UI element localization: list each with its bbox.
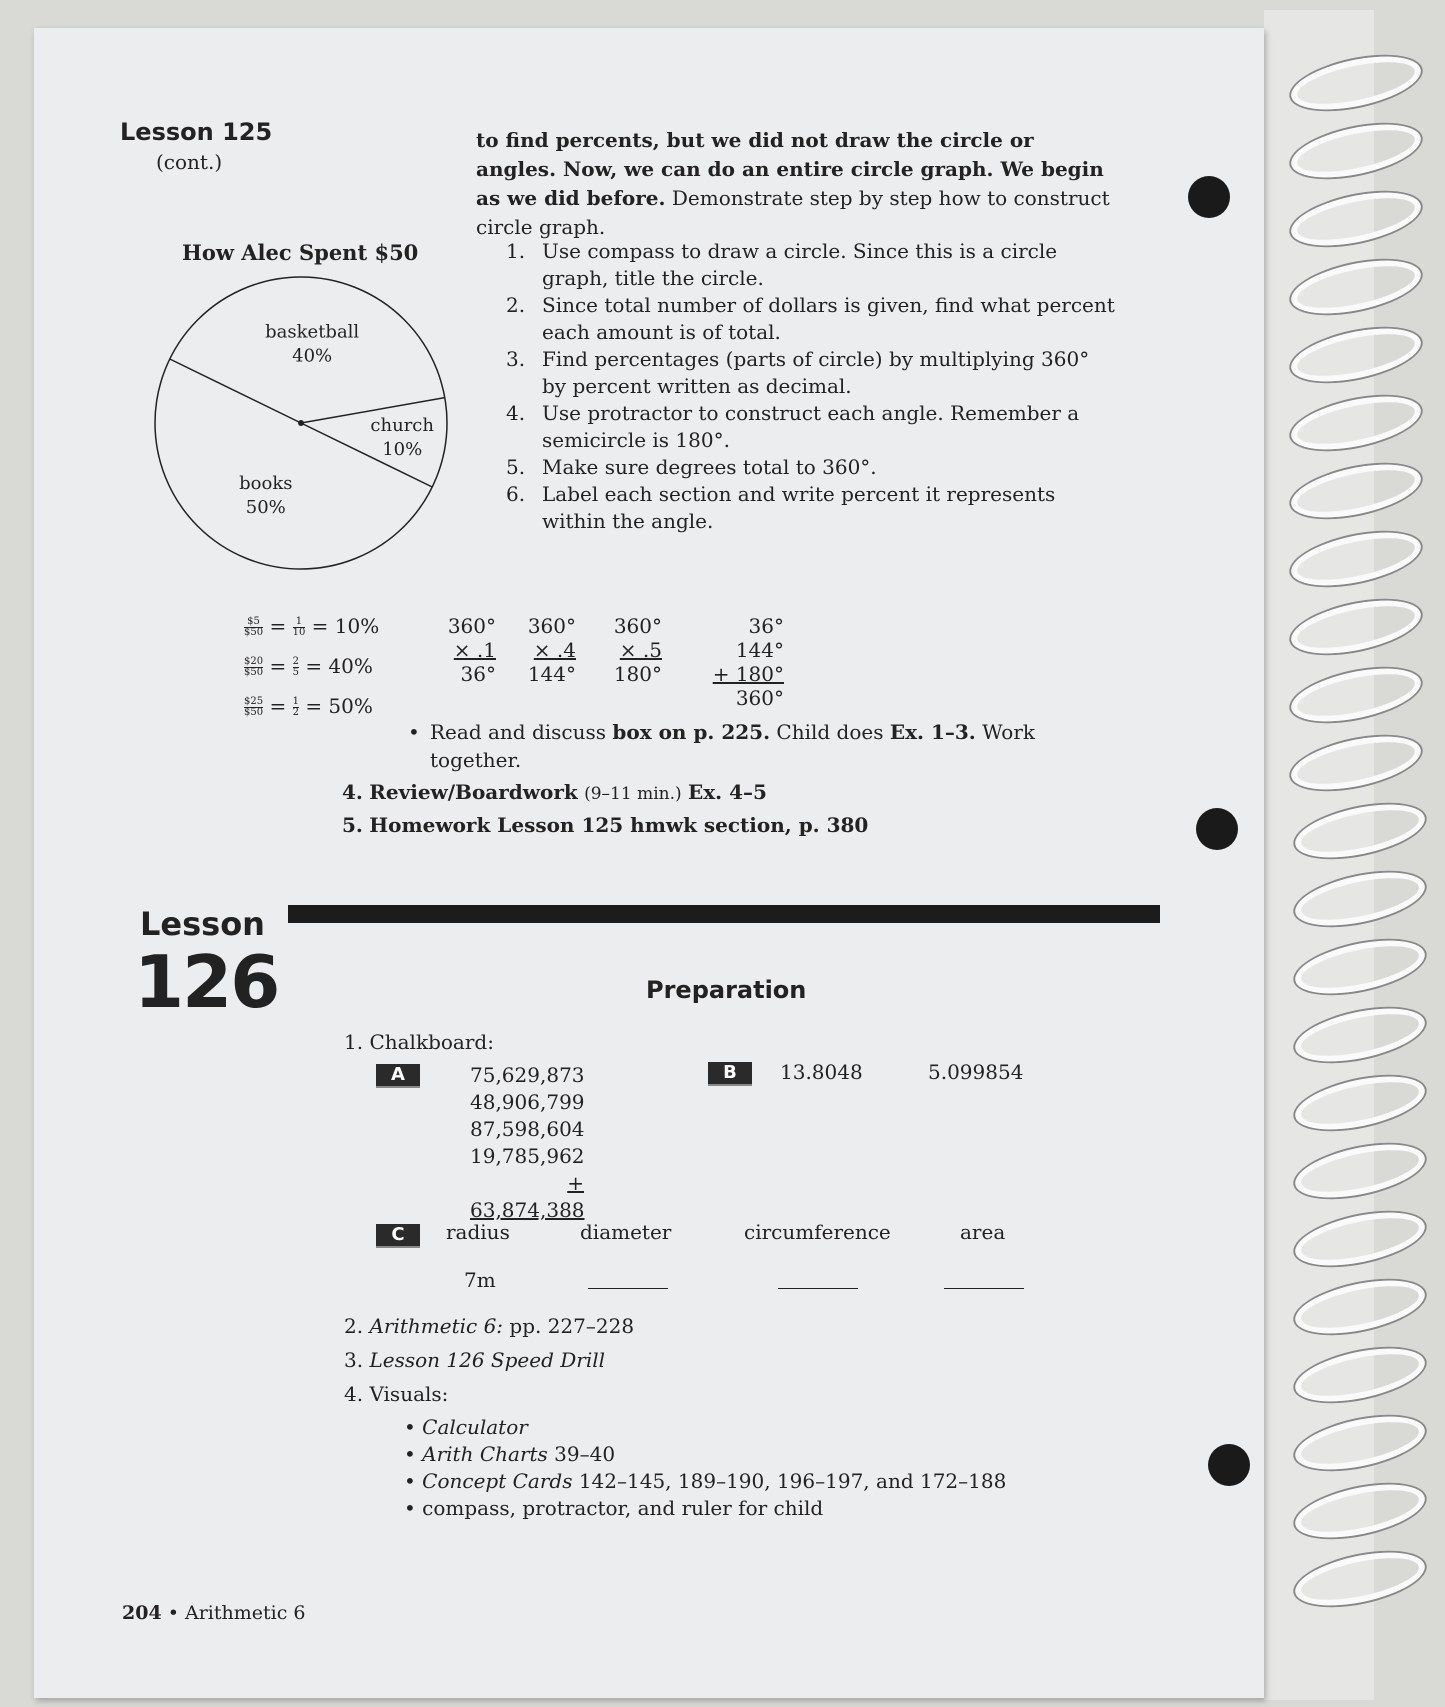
page-footer <box>122 1602 305 1624</box>
calc-3-a: 360° <box>613 614 662 638</box>
calc-3-result: 180° <box>613 662 662 686</box>
money-denominator: $50 <box>244 707 264 718</box>
step-item <box>506 238 1116 292</box>
degree-sum <box>712 614 784 710</box>
step-number: 2. <box>506 293 526 317</box>
item-3 <box>344 1348 605 1372</box>
box-c-label: C <box>376 1224 420 1246</box>
pie-label-basketball: basketball <box>265 321 360 343</box>
calc-2-b: × .4 <box>533 638 576 662</box>
percent-result: = 50% <box>305 694 373 718</box>
sum-c: + 180° <box>712 662 784 686</box>
addend-2: 48,906,799 <box>470 1090 585 1114</box>
diameter-blank <box>588 1286 668 1289</box>
money-denominator: $50 <box>244 667 264 678</box>
homework-item <box>342 813 868 837</box>
sum-b: 144° <box>735 638 784 662</box>
box-a-label: A <box>376 1064 420 1086</box>
pie-center <box>298 420 304 426</box>
pie-label-books: 50% <box>245 497 286 519</box>
lesson-divider-bar <box>288 905 1160 923</box>
header-area: area <box>960 1220 1006 1244</box>
pie-label-church: church <box>370 415 434 437</box>
pie-slice-boundary <box>170 359 301 423</box>
step-number: 5. <box>506 455 526 479</box>
item-4: 4. Visuals: <box>344 1382 449 1406</box>
review-exercises: Ex. 4–5 <box>688 780 767 804</box>
sum-a: 36° <box>748 614 784 638</box>
box-b-value-1: 13.8048 <box>780 1060 863 1084</box>
item-2 <box>344 1314 634 1338</box>
calc-2 <box>520 614 576 686</box>
addend-1: 75,629,873 <box>470 1063 585 1087</box>
sum-result: 360° <box>735 686 784 710</box>
box-b <box>708 1062 752 1084</box>
step-item <box>506 454 1116 481</box>
money-numerator: $5 <box>244 617 263 628</box>
fraction-work <box>244 614 379 734</box>
page-number: 204 <box>122 1602 162 1624</box>
step-text: Use compass to draw a circle. Since this is a circle graph, title the circle. <box>542 239 1058 290</box>
box-b-value-2: 5.099854 <box>928 1060 1024 1084</box>
chalkboard-item: 1. Chalkboard: <box>344 1030 494 1054</box>
intro-plain: Demonstrate step by step how to construct circle graph. <box>476 186 1110 239</box>
item-2-book: Arithmetic 6: <box>369 1314 504 1338</box>
step-text: Since total number of dollars is given, find what percent each amount is of total. <box>542 293 1115 344</box>
calc-3-b: × .5 <box>619 638 662 662</box>
book-title: Arithmetic 6 <box>184 1602 306 1624</box>
step-number: 1. <box>506 239 526 263</box>
box-a <box>376 1064 420 1086</box>
addend-4: 19,785,962 <box>470 1144 585 1168</box>
intro-paragraph <box>476 126 1116 242</box>
step-item <box>506 400 1116 454</box>
review-time: (9–11 min.) <box>584 784 682 804</box>
money-numerator: $20 <box>244 656 264 667</box>
bullet-text-1: Read and discuss <box>430 720 613 744</box>
fraction-row: $\frac{\$20}{\$50}$ = $\frac{2}{5}$ = 40% <box>244 654 373 678</box>
visual-item: • Calculator <box>404 1415 528 1439</box>
money-fraction <box>244 657 263 678</box>
continued-label: (cont.) <box>156 150 223 174</box>
calc-1-a: 360° <box>447 614 496 638</box>
visual-item-title: Concept Cards <box>422 1469 573 1493</box>
review-label: Review/Boardwork <box>369 780 578 804</box>
visual-item: • Concept Cards 142–145, 189–190, 196–197, and 172–188 <box>404 1469 1007 1493</box>
area-blank <box>944 1286 1024 1289</box>
circumference-blank <box>778 1286 858 1289</box>
bullet-bold-1: box on p. 225. <box>612 720 771 744</box>
construction-steps <box>506 238 1116 535</box>
visual-item: • Arith Charts 39–40 <box>404 1442 616 1466</box>
percent-result: = 40% <box>305 654 373 678</box>
footer-separator: • <box>161 1602 185 1624</box>
homework-text: Homework Lesson 125 hmwk section, p. 380 <box>369 813 869 837</box>
addend-3: 87,598,604 <box>470 1117 585 1141</box>
visual-item-title: Arith Charts <box>422 1442 548 1466</box>
fraction-row: $\frac{\$25}{\$50}$ = $\frac{1}{2}$ = 50% <box>244 694 373 718</box>
step-item <box>506 481 1116 535</box>
homework-number: 5. <box>342 813 363 837</box>
intro-bold: to find percents, but we did not draw the circle or angles. Now, we can do an entire circle graph. We begin as we did before. <box>476 128 1104 210</box>
simple-numerator: 1 <box>293 617 306 628</box>
step-text: Find percentages (parts of circle) by multiplying 360° by percent written as decimal. <box>542 347 1090 398</box>
item-3-text: Lesson 126 Speed Drill <box>369 1348 606 1372</box>
item-2-pages: pp. 227–228 <box>503 1314 635 1338</box>
visual-item-detail: 39–40 <box>547 1442 616 1466</box>
step-item <box>506 292 1116 346</box>
discussion-bullet: • Read and discuss box on p. 225. Child does Ex. 1–3. Work together. <box>408 720 1036 772</box>
simple-numerator: 1 <box>292 696 299 707</box>
simple-denominator: 10 <box>292 627 306 638</box>
pie-label-basketball: 40% <box>292 345 333 367</box>
step-number: 4. <box>506 401 526 425</box>
step-number: 6. <box>506 482 526 506</box>
simple-denominator: 5 <box>292 667 299 678</box>
percent-result: = 10% <box>311 614 380 638</box>
box-b-label: B <box>708 1062 752 1084</box>
step-item <box>506 346 1116 400</box>
money-fraction <box>244 617 263 638</box>
binding-hole <box>1208 1444 1250 1486</box>
header-radius: radius <box>446 1220 510 1244</box>
header-diameter: diameter <box>580 1220 672 1244</box>
step-text: Use protractor to construct each angle. Remember a semicircle is 180°. <box>542 401 1080 452</box>
bullet-bold-2: Ex. 1–3. <box>889 720 976 744</box>
visual-item: • compass, protractor, and ruler for child <box>404 1496 824 1520</box>
simple-fraction <box>293 697 299 718</box>
money-fraction <box>244 697 263 718</box>
box-c <box>376 1224 420 1246</box>
review-item <box>342 780 767 804</box>
item-2-number: 2. <box>344 1314 364 1338</box>
step-text: Make sure degrees total to 360°. <box>542 455 877 479</box>
calc-1-b: × .1 <box>453 638 496 662</box>
visual-item-detail: 142–145, 189–190, 196–197, and 172–188 <box>572 1469 1007 1493</box>
item-3-number: 3. <box>344 1348 364 1372</box>
pie-label-books: books <box>239 473 293 495</box>
simple-denominator: 2 <box>292 707 299 718</box>
review-number: 4. <box>342 780 363 804</box>
chart-title: How Alec Spent $50 <box>182 240 419 265</box>
bullet-text-3: Work together. <box>430 720 1036 772</box>
simple-numerator: 2 <box>292 656 299 667</box>
calc-3 <box>606 614 662 686</box>
lesson-125-heading: Lesson 125 <box>120 118 273 146</box>
radius-value: 7m <box>464 1268 496 1292</box>
binding-hole <box>1196 808 1238 850</box>
preparation-heading: Preparation <box>646 976 807 1004</box>
pie-label-church: 10% <box>382 439 423 461</box>
money-denominator: $50 <box>244 627 264 638</box>
addend-5: + 63,874,388 <box>470 1171 585 1222</box>
pie-chart <box>146 268 456 578</box>
simple-fraction <box>293 657 299 678</box>
lesson-126-word: Lesson <box>140 905 265 943</box>
step-number: 3. <box>506 347 526 371</box>
header-circumference: circumference <box>744 1220 891 1244</box>
calc-2-result: 144° <box>527 662 576 686</box>
calc-1 <box>440 614 496 686</box>
step-text: Label each section and write percent it represents within the angle. <box>542 482 1056 533</box>
calc-2-a: 360° <box>527 614 576 638</box>
fraction-row: $\frac{\$5}{\$50}$ = $\frac{1}{10}$ = 10% <box>244 614 380 638</box>
calc-1-result: 36° <box>460 662 496 686</box>
binding-hole <box>1188 176 1230 218</box>
visuals-list <box>404 1414 1006 1522</box>
simple-fraction <box>293 617 306 638</box>
visual-item-title: Calculator <box>422 1415 528 1439</box>
money-numerator: $25 <box>244 696 264 707</box>
addition-problem <box>470 1062 584 1224</box>
bullet-text-2: Child does <box>770 720 890 744</box>
lesson-126-number: 126 <box>134 940 279 1024</box>
visual-item-detail: compass, protractor, and ruler for child <box>422 1496 824 1520</box>
